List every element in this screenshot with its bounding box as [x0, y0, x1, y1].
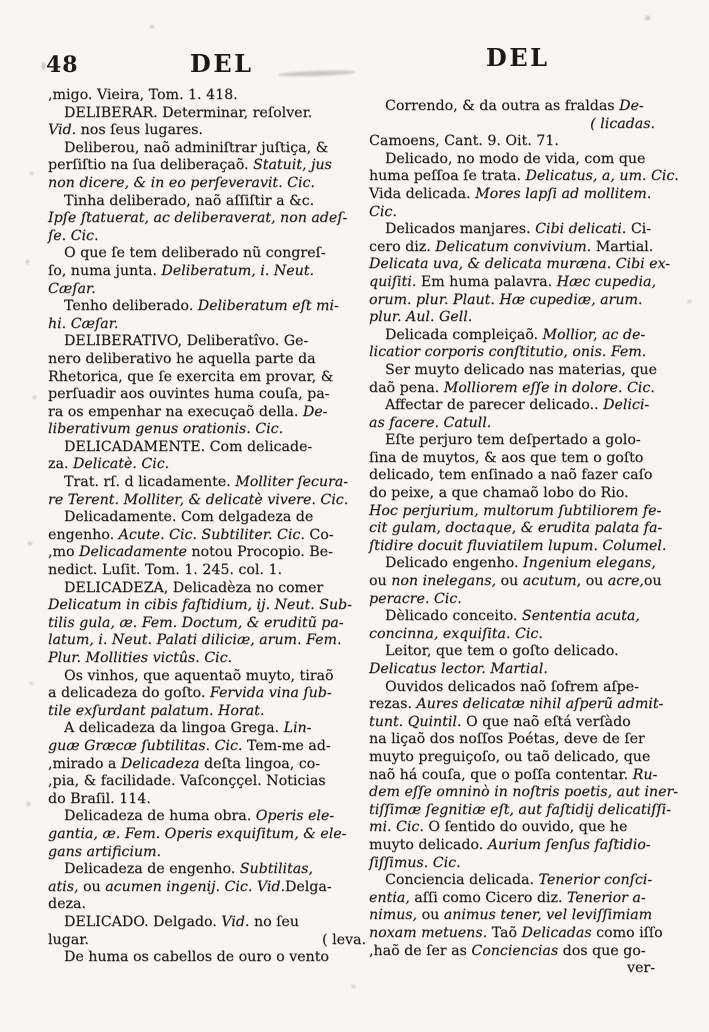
text-line: ,migo. Vieira, Tom. 1. 418.: [48, 87, 238, 103]
text-line: DELICADEZA, Delicadèza no comer: [64, 579, 324, 596]
text-line: ſtidire docuit fluviatilem lupum. Columel.: [369, 537, 667, 554]
text-line: lugar. ( leva.: [48, 931, 366, 948]
text-line: Trat. rſ. d licadamente. Molliter ſecura-: [64, 474, 349, 491]
text-line: non dicere, & in eo perſeveravit. Cic.: [48, 174, 315, 191]
text-line: a delicadeza do goſto. Fervida vina ſub-: [48, 685, 332, 702]
text-line: atis, ou acumen ingenij. Cic. Vid.Delga-: [48, 878, 332, 895]
text-line: ,mirado a Delicadeza deſta lingoa, co-: [48, 755, 321, 772]
text-line: latum, i. Neut. Palati diliciæ, arum. Fem.: [48, 632, 342, 649]
page-number: 48: [46, 52, 79, 78]
text-line: Delicado, no modo de vida, com que: [385, 150, 646, 167]
text-line: re Terent. Molliter, & delicatè vivere. Cic.: [48, 491, 349, 508]
text-line: nero deliberativo he aquella parte da: [48, 350, 316, 367]
text-line: tile exſurdant palatum. Horat.: [48, 702, 265, 719]
text-line: Delicadeza de engenho. Subtilitas,: [64, 861, 313, 878]
text-line: DELIBERAR. Determinar, reſolver.: [64, 104, 313, 121]
text-line: ,pia, & facilidade. Vaſconççel. Noticias: [48, 773, 326, 790]
running-head-left: DEL: [190, 49, 254, 78]
text-line: muyto preguiçoſo, ou taõ delicado, que: [369, 748, 651, 765]
text-line: Correndo, & da outra as fraldas De-: [385, 98, 644, 114]
text-line: ſe. Cic.: [48, 227, 99, 244]
text-line: dem eſſe omninò in noſtris poetis, aut iner-: [369, 784, 679, 801]
text-line: Vida delicada. Mores lapſi ad mollitem.: [369, 185, 652, 202]
text-line: Vid. nos ſeus lugares.: [48, 122, 203, 139]
turnover-text: ( leva.: [322, 931, 366, 948]
text-line: deza.: [48, 896, 86, 913]
text-line: ra os empenhar na execuçaõ della. De-: [48, 403, 328, 420]
text-line: plur. Aul. Gell.: [369, 309, 473, 326]
text-line: delicado, tem enſinado a naõ fazer caſo: [369, 467, 653, 484]
text-line: DELIBERATIVO, Deliberatîvo. Ge-: [64, 333, 309, 350]
text-line: perſiſtio na ſua deliberaçaõ. Statuit, jus: [48, 157, 332, 174]
text-line: Eſte perjuro tem deſpertado a golo-: [385, 432, 641, 449]
text-line: cero diz. Delicatum convivium. Martial.: [369, 238, 654, 255]
text-line: Ser muyto delicado nas materias, que: [385, 361, 657, 378]
text-line: peracre. Cic.: [369, 590, 462, 607]
text-line: muyto delicado. Aurium ſenſus faſtidio-: [369, 836, 651, 853]
text-line: Tinha deliberado, naõ aſſiſtir a &c.: [64, 192, 315, 209]
catchword: ver-: [627, 960, 655, 977]
text-line: Dèlicado conceito. Sententia acuta,: [385, 608, 640, 625]
text-line: Rhetorica, que ſe exercita em provar, &: [48, 368, 334, 385]
text-line: nimus, ou animus tener, vel leviſſimiam: [369, 907, 653, 924]
text-line: gans artificium.: [48, 843, 161, 860]
text-line: Affectar de parecer delicado.. Delici-: [385, 397, 650, 414]
text-line: DELICADO. Delgado. Vid. no ſeu: [64, 913, 299, 930]
text-line: Delicados manjares. Cibi delicati. Ci-: [385, 221, 651, 238]
text-line: noxam metuens. Taõ Delicadas como iſſo: [369, 924, 663, 941]
text-line: huma peſſoa ſe trata. Delicatus, a, um. Cic.: [369, 168, 679, 185]
text-line: daõ pena. Molliorem eſſe in dolore. Cic.: [369, 379, 655, 396]
text-line: na liçaõ dos noſſos Poétas, deve de ſer: [369, 731, 645, 748]
text-line: cit gulam, doctaque, & erudita palata fa-: [369, 520, 663, 537]
text-line: licatior corporis conſtitutio, onis. Fem.: [369, 344, 647, 361]
text-line: as facere. Catull.: [369, 414, 492, 431]
text-line: ſiſſimus. Cic.: [369, 854, 461, 871]
text-line: ,haõ de ſer as Conciencias dos que go-: [369, 942, 646, 959]
text-line: Ipſe ſtatuerat, ac deliberaverat, non adeſ-: [48, 210, 348, 227]
text-line: guæ Græcæ ſubtilitas. Cic. Tem-me ad-: [48, 737, 331, 754]
text-line: liberativum genus orationis. Cic.: [48, 421, 284, 438]
text-column-left: [48, 87, 366, 967]
text-line: rezas. Aures delicatæ nihil aſperũ admit-: [369, 696, 664, 713]
text-line: De huma os cabellos de ouro o vento: [64, 949, 329, 966]
text-line: Ouvidos delicados naõ ſofrem aſpe-: [385, 678, 639, 695]
text-line: Hoc perjurium, multorum ſubtiliorem fe-: [369, 502, 662, 519]
text-line: engenho. Acute. Cic. Subtiliter. Cic. Co-: [48, 526, 334, 543]
text-line: Conciencia delicada. Tenerior conſci-: [385, 872, 653, 889]
text-line: Delicada compleiçaõ. Mollior, ac de-: [385, 326, 646, 343]
text-line: hi. Cæſar.: [48, 315, 119, 332]
text-line: entia, aſſi como Cicero diz. Tenerior a-: [369, 889, 646, 906]
text-line: gantia, æ. Fem. Operis exquiſitum, & ele-: [48, 825, 347, 842]
text-column-right: [369, 98, 687, 978]
text-line: do Braſil. 114.: [48, 790, 151, 807]
text-line: za. Delicatè. Cic.: [48, 456, 170, 473]
text-line: ( licadas.: [590, 115, 655, 132]
text-line: do peixe, a que chamaõ lobo do Rio.: [369, 485, 629, 502]
text-line: quiſiti. Em huma palavra. Hæc cupedia,: [369, 273, 656, 290]
text-line: A delicadeza da lingoa Grega. Lin-: [64, 720, 312, 737]
text-line: Tenho deliberado. Deliberatum eſt mi-: [64, 298, 339, 315]
text-line: Leitor, que tem o goſto delicado.: [385, 643, 619, 660]
text-line: mi. Cic. O ſentido do ouvido, que he: [369, 819, 628, 836]
text-line: Deliberou, naõ adminiſtrar juſtiça, &: [64, 139, 329, 156]
text-line: Delicadeza de huma obra. Operis ele-: [64, 808, 335, 825]
text-line: DELICADAMENTE. Com delicade-: [64, 438, 313, 455]
text-line: ou non inelegans, ou acutum, ou acre,ou: [369, 573, 662, 590]
text-line: Delicadamente. Com delgadeza de: [64, 509, 314, 526]
text-line: nedict. Luſit. Tom. 1. 245. col. 1.: [48, 562, 282, 579]
text-line: O que ſe tem deliberado nũ congreſ-: [64, 245, 326, 262]
text-line: ſina de muytos, & aos que tem o goſto: [369, 449, 644, 466]
text-line: Plur. Mollities victûs. Cic.: [48, 650, 233, 666]
text-line: perſuadir aos ouvintes huma couſa, pa-: [48, 386, 330, 403]
running-head-right: DEL: [486, 43, 550, 72]
text-line: ,mo Delicadamente notou Procopio. Be-: [48, 544, 333, 561]
text-line: Delicatum in cibis faſtidium, ij. Neut. Sub-: [48, 597, 352, 614]
text-line: Camoens, Cant. 9. Oit. 71.: [369, 133, 559, 150]
text-line: tiſſimæ ſegnitiæ eſt, aut faſtidij delicatiſſi-: [369, 801, 671, 818]
text-line: tunt. Quintil. O que naõ eſtá verſàdo: [369, 713, 631, 730]
text-line: Os vinhos, que aquentaõ muyto, tiraõ: [64, 667, 334, 684]
text-line: Delicado engenho. Ingenium elegans,: [385, 555, 656, 572]
text-line: concinna, exquiſita. Cic.: [369, 625, 543, 642]
text-line: naõ há couſa, que o poſſa contentar. Ru-: [369, 766, 658, 783]
text-line: Delicata uva, & delicata muræna. Cibi ex-: [369, 256, 671, 273]
text-line: tilis gula, æ. Fem. Doctum, & eruditũ pa-: [48, 614, 344, 631]
text-line: ſo, numa junta. Deliberatum, i. Neut.: [48, 262, 314, 279]
text-line: Delicatus lector. Martial.: [369, 661, 548, 677]
text-line: Cic.: [369, 203, 397, 220]
text-line: orum. plur. Plaut. Hæ cupediæ, arum.: [369, 291, 643, 308]
text-line: Cæſar.: [48, 280, 96, 297]
